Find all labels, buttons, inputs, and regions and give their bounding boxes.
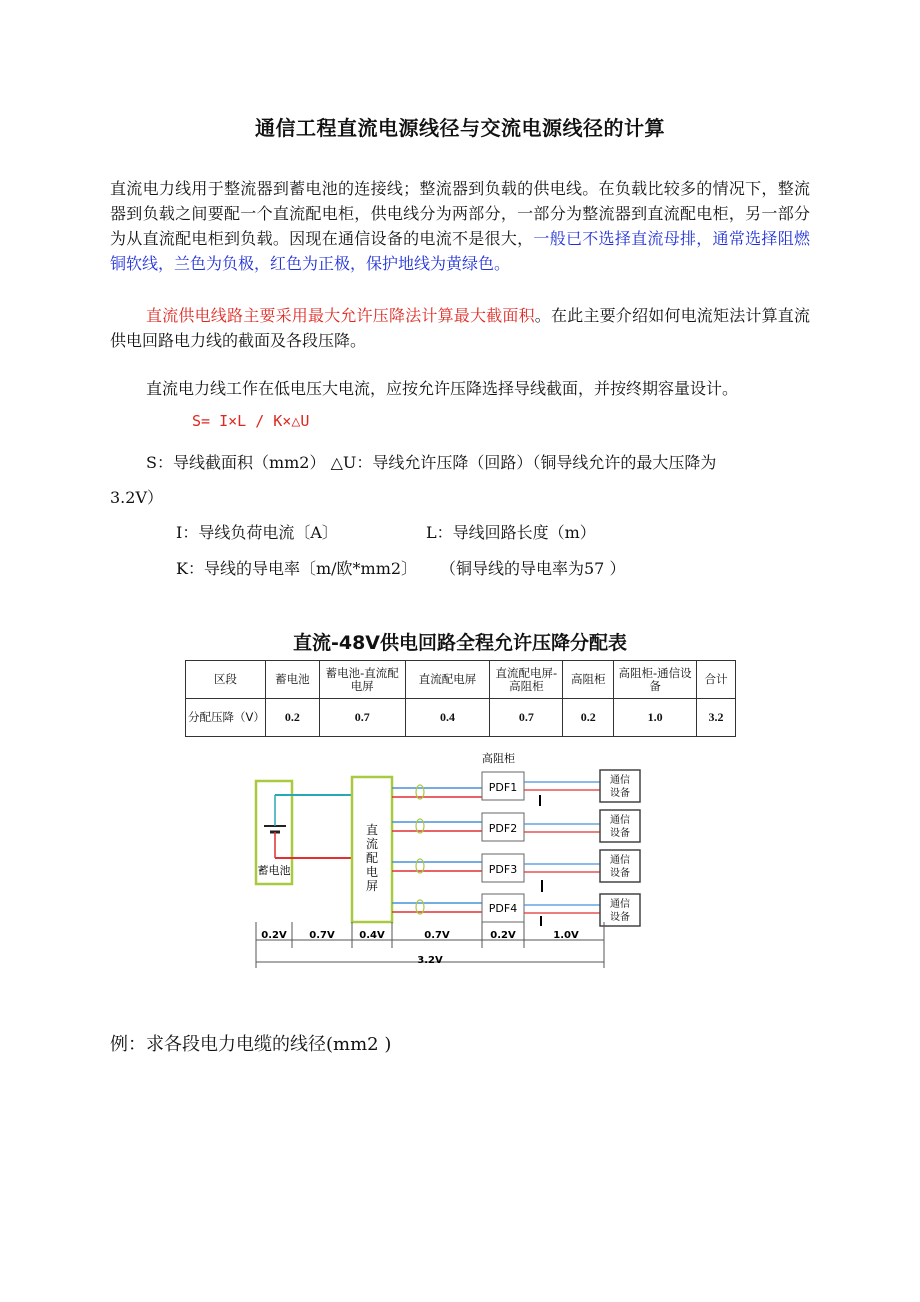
equipment-label-2: 设备 <box>610 912 630 923</box>
header-cell: 直流配电屏 <box>405 661 490 699</box>
pdf-label: PDF1 <box>488 781 518 794</box>
intro-highlight: 一般已不选择直流母排，通常选择阻燃铜软线，兰色为负极，红色为正极，保护地线为黄绿色。 <box>110 229 810 273</box>
dc-panel-label <box>366 822 378 893</box>
header-cell: 蓄电池 <box>265 661 319 699</box>
design-note: 直流电力线工作在低电压大电流，应按允许压降选择导线截面，并按终期容量设计。 <box>146 379 739 398</box>
formula: S= I×L / K×△U <box>192 412 310 430</box>
header-cell: 直流配电屏-高阻柜 <box>490 661 563 699</box>
page-title: 通信工程直流电源线径与交流电源线径的计算 <box>255 116 665 140</box>
intro-text: 直流电力线用于整流器到蓄电池的连接线；整流器到负载的供电线。在负载比较多的情况下，整流器到负载之间要配一个直流配电柜，供电线分为两部分，一部分为整流器到直流配电柜，另一部分为从直流配电柜到负载。因现在通信设备的电流不是很大， <box>110 179 810 248</box>
method-text: 。在此主要介绍如何电流矩法计算直流供电回路电力线的截面及各段压降。 <box>110 306 810 350</box>
row-label: 分配压降（V） <box>186 699 266 737</box>
value-cell: 1.0 <box>614 699 697 737</box>
example-heading: 例：求各段电力电缆的线径(mm2 ) <box>110 1034 392 1055</box>
panel-label-char: 流 <box>365 837 379 851</box>
equipment-label-1: 通信 <box>610 855 630 866</box>
def-k: K：导线的导电率〔m/欧*mm2〕 <box>176 559 418 578</box>
equipment-label-1: 通信 <box>610 775 630 786</box>
segment-label: 0.7V <box>424 930 450 941</box>
battery-label: 蓄电池 <box>257 864 291 877</box>
segment-label: 0.4V <box>359 930 385 941</box>
panel-label-char: 配 <box>365 851 379 865</box>
header-cell: 合计 <box>697 661 736 699</box>
equipment-label-2: 设备 <box>610 828 630 839</box>
segment-label: 0.2V <box>261 930 287 941</box>
value-cell: 3.2 <box>697 699 736 737</box>
segment-label: 1.0V <box>553 930 579 941</box>
def-l: L：导线回路长度（m） <box>426 523 596 542</box>
def-s-cont: 3.2V） <box>110 488 164 507</box>
def-s: S：导线截面积（mm2） △U：导线允许压降（回路）（铜导线允许的最大压降为 <box>146 453 717 472</box>
def-i: I：导线负荷电流〔A〕 <box>176 523 338 542</box>
header-cell: 区段 <box>186 661 266 699</box>
cabinet-label: 高阻柜 <box>482 752 515 765</box>
value-cell: 0.2 <box>563 699 614 737</box>
table-title: 直流-48V供电回路全程允许压降分配表 <box>292 632 628 654</box>
segment-labels <box>261 930 579 966</box>
total-label: 3.2V <box>417 955 443 966</box>
header-cell: 高阻柜 <box>563 661 614 699</box>
header-cell: 高阻柜-通信设备 <box>614 661 697 699</box>
pdf-label: PDF3 <box>488 863 518 876</box>
value-cell: 0.4 <box>405 699 490 737</box>
value-cell: 0.7 <box>490 699 563 737</box>
pdf-label: PDF4 <box>488 902 518 915</box>
segment-label: 0.2V <box>490 930 516 941</box>
equipment-label-2: 设备 <box>610 788 630 799</box>
def-k-note: （铜导线的导电率为57 ） <box>440 559 626 578</box>
panel-label-char: 电 <box>365 865 379 879</box>
panel-label-char: 直 <box>365 823 379 837</box>
equipment-label-1: 通信 <box>610 899 630 910</box>
equipment-label-1: 通信 <box>610 815 630 826</box>
segment-label: 0.7V <box>309 930 335 941</box>
header-cell: 蓄电池-直流配电屏 <box>319 661 405 699</box>
value-cell: 0.2 <box>265 699 319 737</box>
pdf-label: PDF2 <box>488 822 518 835</box>
method-highlight: 直流供电线路主要采用最大允许压降法计算最大截面积 <box>146 306 535 325</box>
value-cell: 0.7 <box>319 699 405 737</box>
equipment-label-2: 设备 <box>610 868 630 879</box>
panel-label-char: 屏 <box>365 879 379 893</box>
